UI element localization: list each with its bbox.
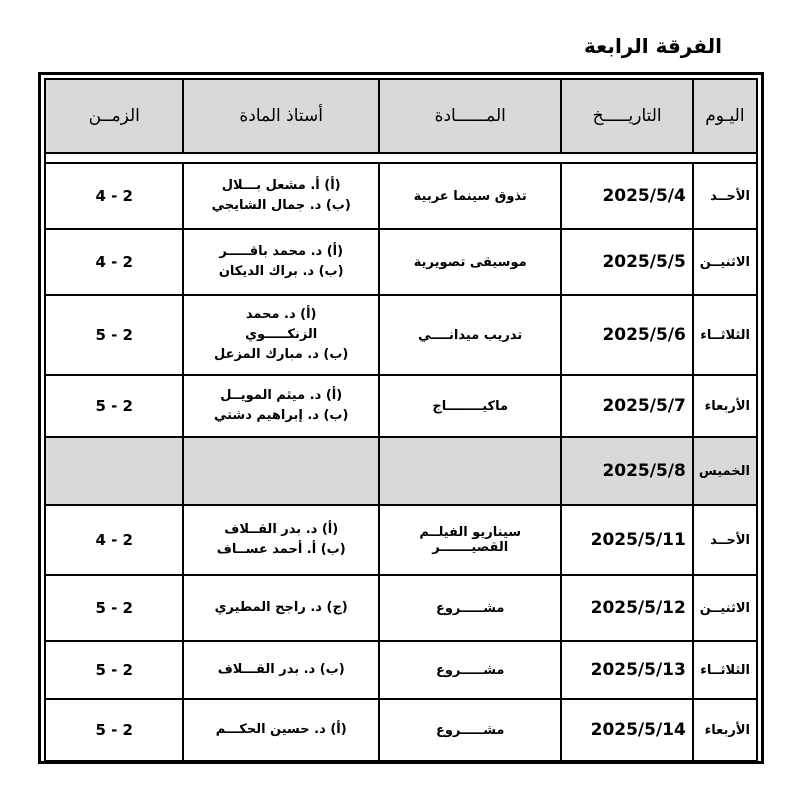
time-cell bbox=[45, 641, 183, 699]
teacher-line: (ب) أ. أحمد عســاف bbox=[216, 542, 346, 557]
table-row bbox=[45, 575, 757, 641]
time-value: 5 - 2 bbox=[95, 599, 133, 617]
table-row bbox=[45, 229, 757, 295]
teacher-line: (أ) د. محمد bbox=[245, 307, 317, 322]
subject-cell: سيناريو الفيلــم القصيـــــــر bbox=[379, 505, 562, 575]
date-value: 2025/5/11 bbox=[590, 530, 686, 550]
teacher-cell bbox=[183, 699, 379, 761]
day-cell: الثلاثــاء bbox=[693, 641, 757, 699]
teacher-line: (أ) د. ميثم المويــل bbox=[220, 388, 343, 403]
date-value: 2025/5/6 bbox=[602, 325, 686, 345]
table-row bbox=[45, 505, 757, 575]
teacher-line: (ب) د. مبارك المزعل bbox=[213, 347, 349, 362]
teacher-line: (أ) د. محمد باقـــــر bbox=[219, 244, 344, 259]
time-cell bbox=[45, 437, 183, 505]
header-subject: المــــــادة bbox=[379, 79, 562, 153]
teacher-cell bbox=[183, 575, 379, 641]
subject-cell: موسيقى تصويرية bbox=[379, 229, 562, 295]
teacher-cell bbox=[183, 505, 379, 575]
time-value: 5 - 2 bbox=[95, 661, 133, 679]
teacher-cell bbox=[183, 375, 379, 437]
header-row bbox=[45, 79, 757, 153]
header-teacher: أستاذ المادة bbox=[183, 79, 379, 153]
time-cell bbox=[45, 575, 183, 641]
date-value: 2025/5/12 bbox=[590, 598, 686, 618]
teacher-line: (أ) أ. مشعل بـــلال bbox=[221, 178, 341, 193]
time-value: 5 - 2 bbox=[95, 397, 133, 415]
day-cell: الثلاثــاء bbox=[693, 295, 757, 375]
date-cell bbox=[561, 575, 692, 641]
teacher-cell bbox=[183, 641, 379, 699]
table-row bbox=[45, 295, 757, 375]
table-row bbox=[45, 437, 757, 505]
time-value: 5 - 2 bbox=[95, 326, 133, 344]
subject-cell: مشـــــروع bbox=[379, 575, 562, 641]
day-cell: الاثنيــن bbox=[693, 229, 757, 295]
subject-cell: تذوق سينما عربية bbox=[379, 163, 562, 229]
schedule-table bbox=[44, 78, 758, 762]
teacher-cell bbox=[183, 163, 379, 229]
subject-cell: ماكيــــــــاج bbox=[379, 375, 562, 437]
date-cell bbox=[561, 437, 692, 505]
schedule-table-frame bbox=[38, 72, 764, 764]
time-cell bbox=[45, 229, 183, 295]
date-cell bbox=[561, 229, 692, 295]
date-value: 2025/5/7 bbox=[602, 396, 686, 416]
header-day: اليـوم bbox=[693, 79, 757, 153]
subject-cell bbox=[379, 437, 562, 505]
date-cell bbox=[561, 295, 692, 375]
subject-cell: مشـــــروع bbox=[379, 699, 562, 761]
date-value: 2025/5/4 bbox=[602, 186, 686, 206]
teacher-line: (ج) د. راجح المطيري bbox=[214, 600, 348, 615]
date-value: 2025/5/14 bbox=[590, 720, 686, 740]
day-cell: الأربعاء bbox=[693, 375, 757, 437]
page-title: الفرقة الرابعة bbox=[584, 34, 722, 58]
teacher-line: (ب) د. بدر القـــلاف bbox=[217, 662, 345, 677]
time-value: 5 - 2 bbox=[95, 721, 133, 739]
subject-cell: مشـــــروع bbox=[379, 641, 562, 699]
time-cell bbox=[45, 699, 183, 761]
date-cell bbox=[561, 375, 692, 437]
date-cell bbox=[561, 505, 692, 575]
time-value: 4 - 2 bbox=[95, 531, 133, 549]
table-row bbox=[45, 163, 757, 229]
teacher-cell bbox=[183, 437, 379, 505]
time-cell bbox=[45, 375, 183, 437]
date-cell bbox=[561, 163, 692, 229]
time-cell bbox=[45, 505, 183, 575]
subject-cell: تدريب ميدانــــي bbox=[379, 295, 562, 375]
teacher-line: (ب) د. جمال الشايجي bbox=[211, 198, 351, 213]
schedule-rows bbox=[45, 163, 757, 761]
header-gap bbox=[45, 153, 757, 163]
teacher-line: الزنكـــــوي bbox=[245, 327, 318, 342]
day-cell: الخميس bbox=[693, 437, 757, 505]
table-row bbox=[45, 699, 757, 761]
time-value: 4 - 2 bbox=[95, 253, 133, 271]
date-cell bbox=[561, 699, 692, 761]
time-value: 4 - 2 bbox=[95, 187, 133, 205]
teacher-line: (ب) د. إبراهيم دشتي bbox=[213, 408, 349, 423]
header-date: التاريـــــخ bbox=[561, 79, 692, 153]
teacher-line: (ب) د. براك الديكان bbox=[218, 264, 344, 279]
header-time: الزمــن bbox=[45, 79, 183, 153]
teacher-cell bbox=[183, 295, 379, 375]
day-cell: الاثنيــن bbox=[693, 575, 757, 641]
date-cell bbox=[561, 641, 692, 699]
teacher-line: (أ) د. حسين الحكـــم bbox=[215, 722, 347, 737]
day-cell: الأحــد bbox=[693, 163, 757, 229]
table-row bbox=[45, 375, 757, 437]
time-cell bbox=[45, 163, 183, 229]
day-cell: الأحــد bbox=[693, 505, 757, 575]
day-cell: الأربعاء bbox=[693, 699, 757, 761]
date-value: 2025/5/8 bbox=[602, 461, 686, 481]
teacher-cell bbox=[183, 229, 379, 295]
date-value: 2025/5/5 bbox=[602, 252, 686, 272]
time-cell bbox=[45, 295, 183, 375]
table-row bbox=[45, 641, 757, 699]
date-value: 2025/5/13 bbox=[590, 660, 686, 680]
teacher-line: (أ) د. بدر القــلاف bbox=[224, 522, 339, 537]
